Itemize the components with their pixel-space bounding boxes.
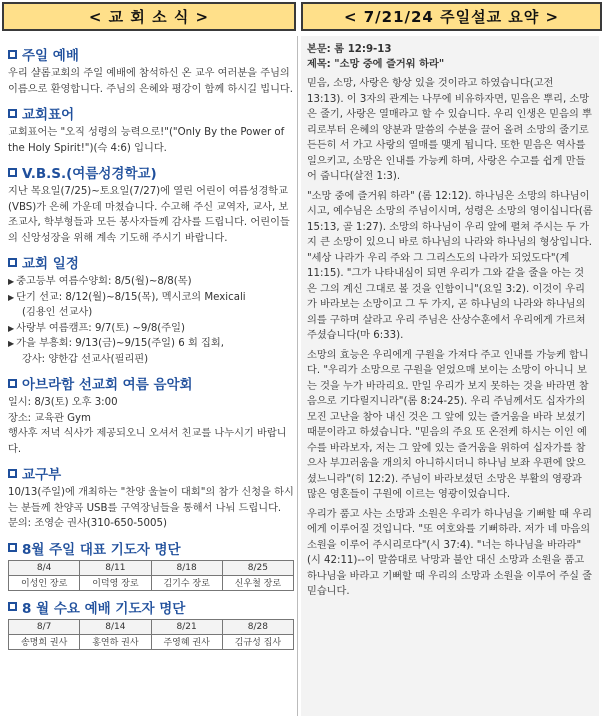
table-cell: 8/14 xyxy=(80,619,151,634)
concert-title: 아브라함 선교회 여름 음악회 xyxy=(22,377,193,393)
table-cell: 이덕영 장로 xyxy=(80,575,151,590)
schedule-item-continued: (김용인 선교사) xyxy=(22,307,93,318)
sermon-paragraph: 우리가 품고 사는 소망과 소원은 우리가 하나님을 기뻐할 때 우리에게 이루어질 것입니다. "또 여호와를 기뻐하라. 저가 네 마음의 소원을 이루어 주시리로다"(시 37:4). "너는 하나님을 바라라"(시 42:11)--이 말씀대로 낙망과 불안 대신 소망과 소원을 품고 하나님을 바라고 기뻐할 때 우리의 소망과 소원을 이루어 주실 줄 믿습니다. xyxy=(307,508,593,597)
sermon-banner xyxy=(301,2,602,31)
table-cell: 이성인 장로 xyxy=(9,575,80,590)
sunday-prayer-heading xyxy=(8,538,295,558)
weekly-contact: 문의: 조영순 권사(310-650-5005) xyxy=(8,518,167,529)
motto-text: 교회표어는 "오직 성령의 능력으로!"("Only By the Power of the Holy Spirit!")(슥 4:6) 입니다. xyxy=(8,127,285,154)
table-cell: 홍연하 권사 xyxy=(80,634,151,649)
news-banner-title: < 교 회 소 식 > xyxy=(88,8,210,26)
weekly-title: 교구부 xyxy=(22,467,62,483)
table-row xyxy=(9,575,294,590)
table-cell: 8/11 xyxy=(80,560,151,575)
table-cell: 8/4 xyxy=(9,560,80,575)
column-divider xyxy=(297,36,298,716)
scripture-reference: 본문: 롬 12:9-13 xyxy=(307,44,392,55)
triangle-bullet-icon: ▶ xyxy=(8,292,15,302)
schedule-item: ▶ 가을 부흥회: 9/13(금)~9/15(주일) 6 회 집회, xyxy=(8,338,224,349)
table-cell: 주영혜 권사 xyxy=(151,634,222,649)
table-row xyxy=(9,619,294,634)
concert-note: 행사후 저녁 식사가 제공되오니 오셔서 친교를 나누시기 바랍니다. xyxy=(8,428,287,455)
table-cell: 8/7 xyxy=(9,619,80,634)
schedule-item: ▶ 중고등부 여름수양회: 8/5(월)~8/8(목) xyxy=(8,276,192,287)
square-bullet-icon xyxy=(8,258,17,267)
sunday-prayer-title: 8월 주일 대표 기도자 명단 xyxy=(22,541,181,558)
vbs-heading xyxy=(8,162,295,182)
sermon-banner-title: < 7/21/24 주일설교 요약 > xyxy=(343,8,560,26)
table-cell: 김기수 장로 xyxy=(151,575,222,590)
wed-prayer-heading xyxy=(8,597,295,617)
triangle-bullet-icon: ▶ xyxy=(8,339,15,348)
sermon-paragraph: 소망의 효능은 우리에게 구원을 가져다 주고 인내를 가능케 합니다. "우리가 소망으로 구원을 얻었으매 보이는 소망이 아니니 보는 것을 누가 바라리요. 만일 우리가 보지 못하는 것을 바라면 참음으로 기다릴지니라"(롬 8:24-25). 우리 주님께서도 십자가의 모진 고난을 참아 내신 것은 그 앞에 있는 즐거움을 바라 보셨기 때문이라고 하셨습니다. "믿음의 주요 또 온전케 하시는 이인 예수를 바라보자, 저는 그 앞에 있는 즐거움을 위하여 십자가를 참으사 부끄러움을 개의치 아니하시더니 하나님 보좌 우편에 앉으셨느니라"(히 12:2). 주님이 바라보셨던 소망은 부활의 영광과 많은 영혼들이 구원에 이르는 영광이었습니다. xyxy=(307,349,589,500)
table-cell: 신우철 장로 xyxy=(222,575,293,590)
table-row xyxy=(9,634,294,649)
schedule-heading xyxy=(8,252,295,272)
table-cell: 8/21 xyxy=(151,619,222,634)
schedule-item: ▶ 단기 선교: 8/12(월)~8/15(목), 멕시코의 Mexicali xyxy=(8,291,246,303)
sermon-subject: 제목: "소망 중에 즐거워 하라" xyxy=(307,59,445,70)
weekly-heading xyxy=(8,463,295,483)
triangle-bullet-icon: ▶ xyxy=(8,323,15,333)
concert-time: 일시: 8/3(토) 오후 3:00 xyxy=(8,397,118,408)
square-bullet-icon xyxy=(8,109,17,118)
sermon-paragraph: "소망 중에 즐거워 하라" (롬 12:12). 하나님은 소망의 하나님이시고, 예수님은 소망의 주님이시며, 성령은 소망의 영이십니다(롬 15:13, 골 1:27). 소망의 하나님이 우리 앞에 펼쳐 주시는 두 가지 큰 소망이 있으니 바로 하나님의 나라와 하나님의 형상입니다. "세상 나라가 우리 주와 그 그리스도의 나라가 되었도다"(계 11:15). "그가 나타내심이 되면 우리가 그와 같을 줄을 아는 것은 그의 계신 그대로 볼 것을 인함이니"(요일 3:2). 이것이 우리가 바라보는 소망이고 그 두 가지, 곧 하나님의 나라와 하나님의 의를 구하며 살라고 우리 주님은 산상수훈에서 우리에게 가르쳐 주셨습니다(마 6:33). xyxy=(307,190,593,341)
worship-title: 주일 예배 xyxy=(22,48,79,64)
concert-place: 장소: 교육관 Gym xyxy=(8,412,91,424)
schedule-item-continued: 강사: 양한갑 선교사(필리핀) xyxy=(22,353,149,365)
sunday-prayer-table xyxy=(8,560,294,591)
table-cell: 김규성 집사 xyxy=(222,634,293,649)
table-cell: 8/28 xyxy=(222,619,293,634)
weekly-text: 10/13(주일)에 개최하는 "찬양 울놀이 대회"의 참가 신청을 하시는 분들께 찬양곡 USB를 구역장님들을 통해서 나눠 드립니다. xyxy=(8,487,294,514)
triangle-bullet-icon: ▶ xyxy=(8,277,15,286)
schedule-item: ▶ 사랑부 여름캠프: 9/7(토) ~9/8(주일) xyxy=(8,322,185,334)
schedule-title: 교회 일정 xyxy=(22,256,79,272)
square-bullet-icon xyxy=(8,379,17,388)
sermon-paragraph: 믿음, 소망, 사랑은 항상 있을 것이라고 하였습니다(고전 13:13). 이 3자의 관계는 나무에 비유하자면, 믿음은 뿌리, 소망은 줄기, 사랑은 열매라고 할 수 있습니다. 우리 인생은 믿음의 뿌리로부터 은혜의 양분과 말씀의 수분을 끌어 올려 소망의 줄기로 든든히 서 가고 사랑의 열매를 맺게 됩니다. 또한 믿음은 역사를 일으키고, 소망은 인내를 가능케 하며, 사랑은 수고를 쉽게 만들어 줍니다(살전 1:3). xyxy=(307,78,592,182)
church-news-column xyxy=(8,36,295,716)
motto-heading xyxy=(8,103,295,123)
worship-heading xyxy=(8,44,295,64)
wed-prayer-title: 8 월 수요 예배 기도자 명단 xyxy=(22,600,186,617)
vbs-text: 지난 목요일(7/25)~토요일(7/27)에 열린 어린이 여름성경학교(VBS)가 은혜 가운데 마쳤습니다. 수고해 주신 교역자, 교사, 보조교사, 학부형들과 모든 봉사자들께 감사를 드립니다. 어린이들의 신앙성장을 위해 계속 기도해 주시기 바랍니다. xyxy=(8,186,290,244)
square-bullet-icon xyxy=(8,50,17,59)
square-bullet-icon xyxy=(8,168,17,177)
sermon-summary-column xyxy=(301,36,599,716)
wed-prayer-table xyxy=(8,619,294,650)
square-bullet-icon xyxy=(8,602,17,611)
news-banner xyxy=(2,2,296,31)
concert-heading xyxy=(8,373,295,393)
vbs-title: V.B.S.(여름성경학교) xyxy=(22,166,157,182)
table-cell: 8/25 xyxy=(222,560,293,575)
motto-title: 교회표어 xyxy=(22,107,75,123)
table-cell: 송명희 권사 xyxy=(9,634,80,649)
square-bullet-icon xyxy=(8,543,17,552)
table-cell: 8/18 xyxy=(151,560,222,575)
square-bullet-icon xyxy=(8,469,17,478)
worship-text: 우리 샬롬교회의 주일 예배에 참석하신 온 교우 여러분을 주님의 이름으로 환영합니다. 주님의 은혜와 평강이 함께 하시길 빕니다. xyxy=(8,68,294,95)
table-row xyxy=(9,560,294,575)
